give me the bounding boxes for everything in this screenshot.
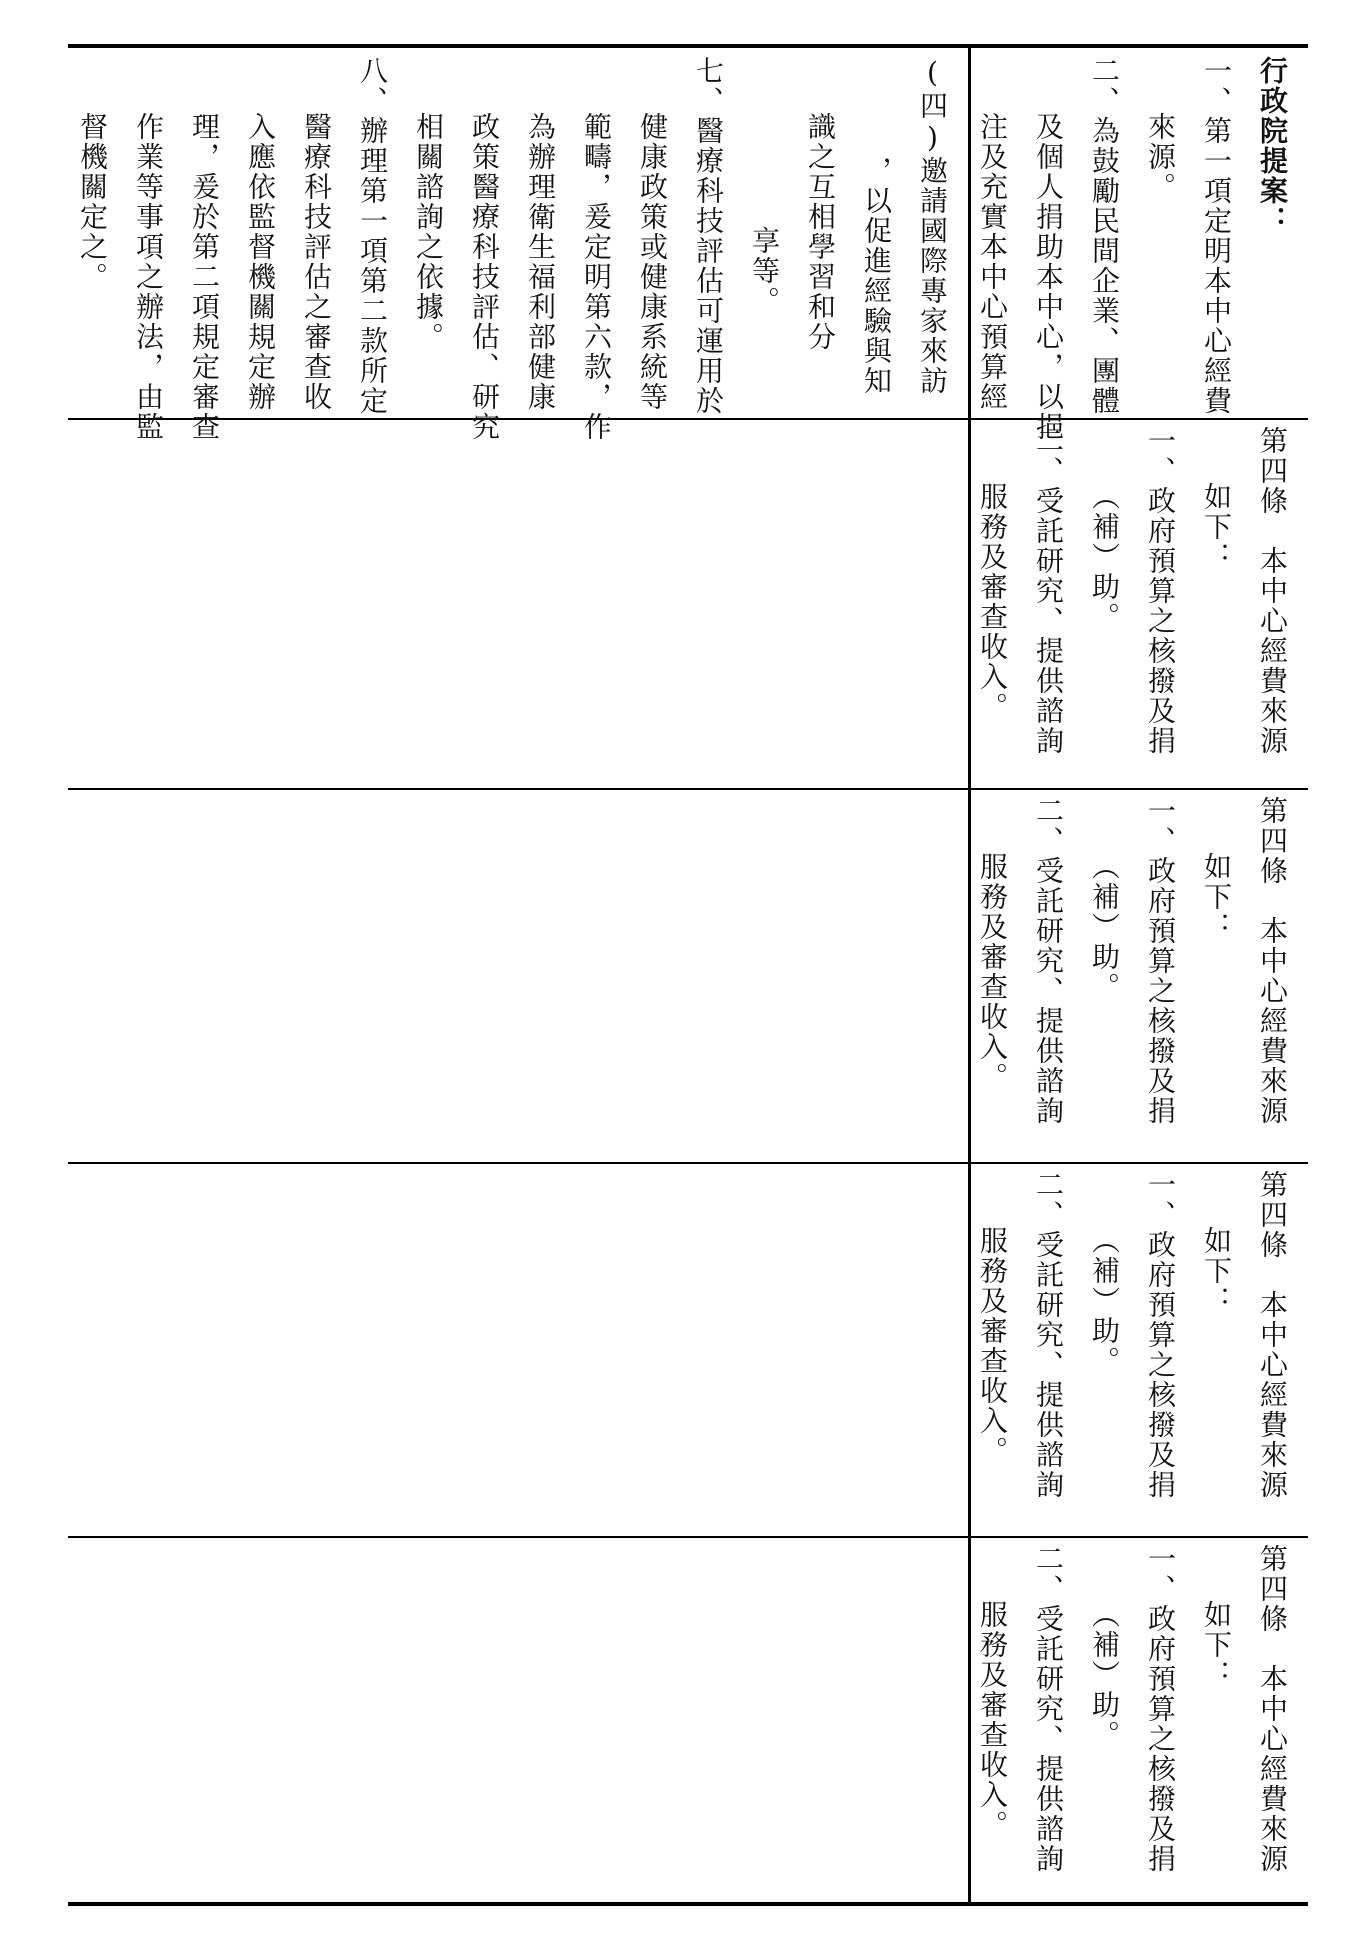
text-line: 來源。 <box>1144 112 1177 202</box>
text-line: 如下： <box>1200 852 1233 942</box>
text-line: 一、政府預算之核撥及捐 <box>1144 1544 1177 1874</box>
text-line: 如下： <box>1200 1226 1233 1316</box>
text-line: 注及充實本中心預算經 <box>976 112 1009 412</box>
text-line: 理，爰於第二項規定審查 <box>188 112 221 442</box>
article-cell-3 <box>978 1170 1300 1530</box>
explanation-heading: 行政院提案： <box>1256 56 1289 236</box>
text-line: 為辦理衛生福利部健康 <box>524 112 557 412</box>
text-line: 享等。 <box>748 226 781 316</box>
text-line: 入應依監督機關規定辦 <box>244 112 277 412</box>
text-line: 政策醫療科技評估、研究 <box>468 112 501 442</box>
text-line: 及個人捐助本中心，以挹 <box>1032 112 1065 442</box>
text-line: 督機關定之。 <box>76 112 109 292</box>
row-divider-1 <box>68 418 1308 420</box>
continued-explanation-cell <box>76 56 960 442</box>
text-line: 醫療科技評估之審查收 <box>300 112 333 412</box>
article-cell-1 <box>978 426 1300 782</box>
text-line: 一、政府預算之核撥及捐 <box>1144 796 1177 1126</box>
text-line: ，以促進經驗與知 <box>860 156 893 396</box>
text-line: 健康政策或健康系統等 <box>636 112 669 412</box>
text-line: 第四條 本中心經費來源 <box>1256 796 1289 1126</box>
row-divider-2 <box>68 788 1308 790</box>
article-text <box>964 1544 1300 1896</box>
text-line: （補）助。 <box>1088 1226 1121 1376</box>
article-cell-4 <box>978 1544 1300 1896</box>
article-text <box>964 1170 1300 1530</box>
text-line: （補）助。 <box>1088 1600 1121 1750</box>
continued-explanation-text <box>64 56 960 442</box>
text-line: 一、第一項定明本中心經費 <box>1200 56 1233 416</box>
text-line: 範疇，爰定明第六款，作 <box>580 112 613 442</box>
text-line: 一、政府預算之核撥及捐 <box>1144 1170 1177 1500</box>
table-border-top <box>68 44 1308 48</box>
row-divider-4 <box>68 1536 1308 1538</box>
text-line: 服務及審查收入。 <box>976 1226 1009 1466</box>
text-line: 服務及審查收入。 <box>976 482 1009 722</box>
text-line: （補）助。 <box>1088 482 1121 632</box>
text-line: 服務及審查收入。 <box>976 1600 1009 1840</box>
table-border-bottom <box>68 1902 1308 1906</box>
text-line: 第四條 本中心經費來源 <box>1256 1170 1289 1500</box>
article-text <box>964 796 1300 1156</box>
text-line: 二、為鼓勵民間企業、團體 <box>1088 56 1121 416</box>
row-divider-3 <box>68 1162 1308 1164</box>
text-line: 二、受託研究、提供諮詢 <box>1032 426 1065 756</box>
text-line: 一、政府預算之核撥及捐 <box>1144 426 1177 756</box>
text-line: 七、醫療科技評估可運用於 <box>692 56 725 416</box>
article-text <box>964 426 1300 782</box>
text-line: 二、受託研究、提供諮詢 <box>1032 796 1065 1126</box>
text-line: (四)邀請國際專家來訪 <box>916 56 949 396</box>
article-cell-2 <box>978 796 1300 1156</box>
text-line: 第四條 本中心經費來源 <box>1256 426 1289 756</box>
text-line: 如下： <box>1200 482 1233 572</box>
explanation-cell <box>976 56 1300 442</box>
text-line: 二、受託研究、提供諮詢 <box>1032 1170 1065 1500</box>
text-line: 識之互相學習和分 <box>804 112 837 352</box>
text-line: （補）助。 <box>1088 852 1121 1002</box>
text-line: 二、受託研究、提供諮詢 <box>1032 1544 1065 1874</box>
text-line: 作業等事項之辦法，由監 <box>132 112 165 442</box>
explanation-text <box>964 56 1300 442</box>
text-line: 八、辦理第一項第二款所定 <box>356 56 389 416</box>
text-line: 相關諮詢之依據。 <box>412 112 445 352</box>
text-line: 服務及審查收入。 <box>976 852 1009 1092</box>
text-line: 如下： <box>1200 1600 1233 1690</box>
text-line: 第四條 本中心經費來源 <box>1256 1544 1289 1874</box>
